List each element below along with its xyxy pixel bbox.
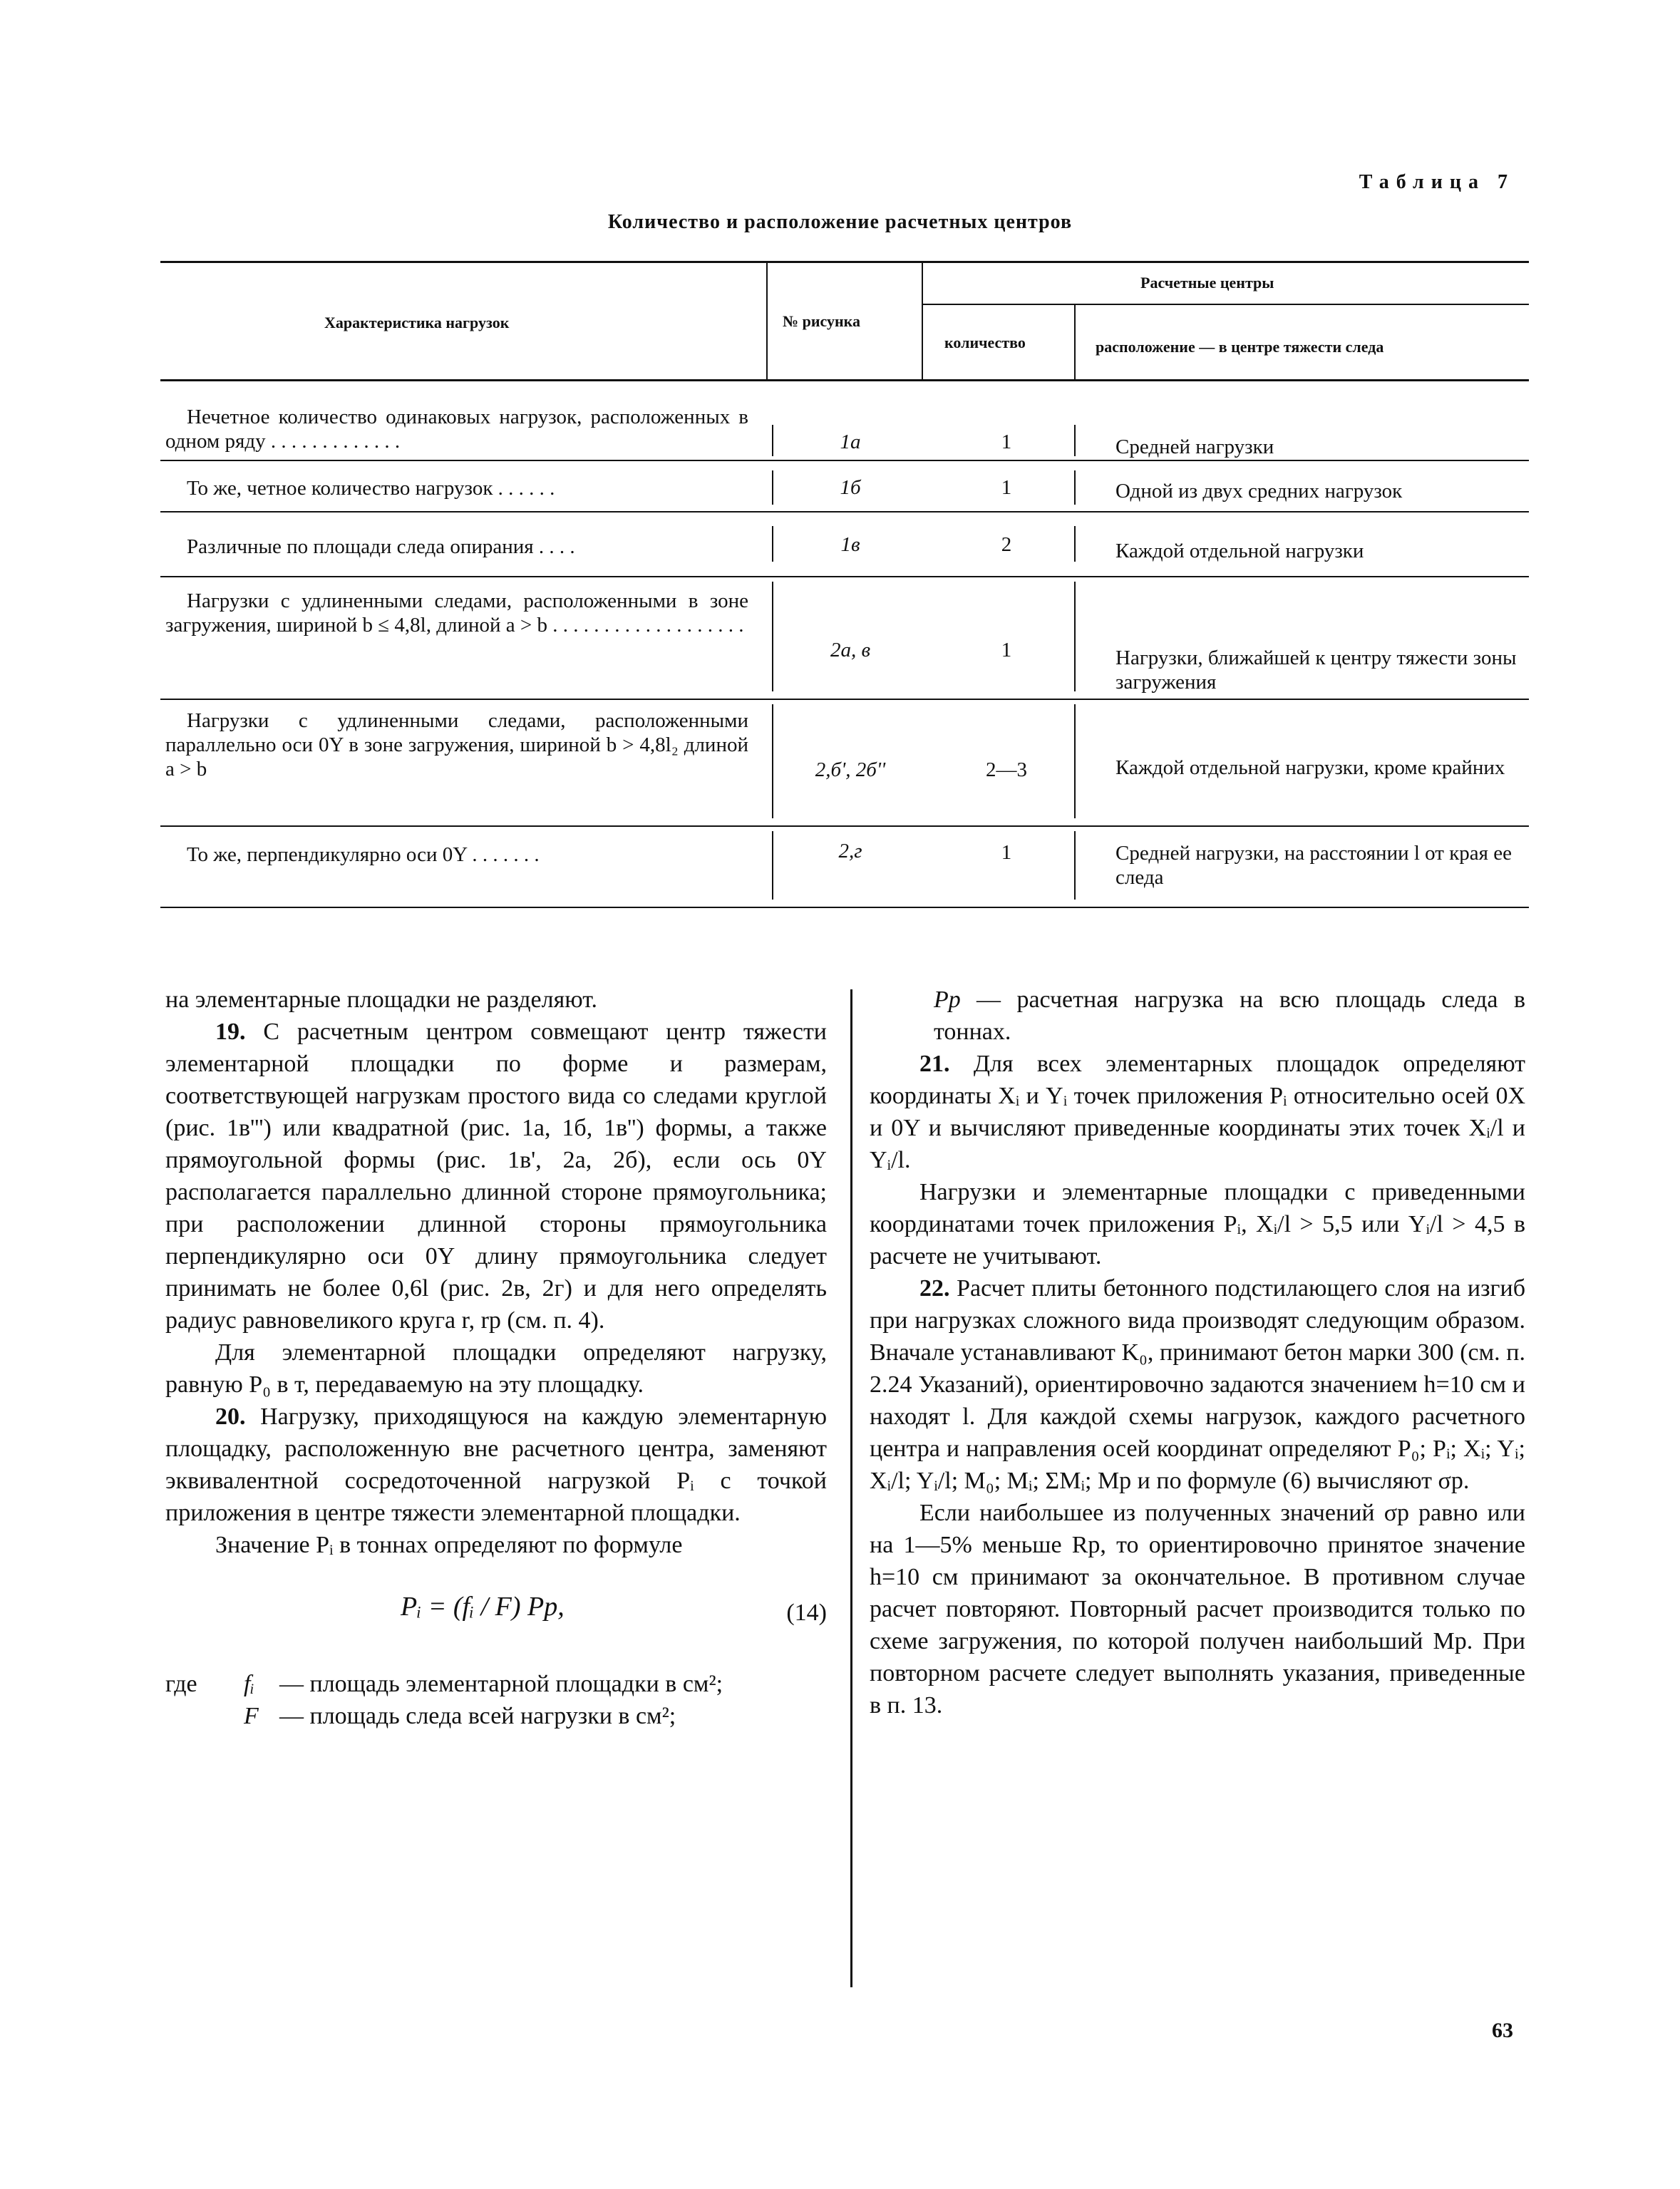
paragraph-19b: Для элементарной площадки определяют нагрузку, равную P₀ в т, передаваемую на эту площадку. [165,1339,827,1398]
table-row-3-fig: 1в [840,533,860,556]
row-4-vline-b [1074,582,1076,691]
table-row-2-desc: То же, четное количество нагрузок . . . . . . [187,477,555,500]
table-row-2-fig: 1б [840,476,861,499]
table-row-3-desc: Различные по площади следа опирания . . . . [187,535,575,558]
row-1-vline-b [1074,425,1076,456]
table-row-1-fig: 1а [840,431,861,453]
row-3-vline-b [1074,526,1076,562]
table-top-rule [160,261,1529,263]
item-21-number: 21. [919,1051,950,1077]
formula-14 [165,1561,827,1668]
table-sub-rule [923,304,1529,305]
header-fig: № рисунка [783,312,861,330]
definition-Pp [870,984,1525,1048]
item-21-text: Для всех элементарных площадок определяют координаты Xᵢ и Yᵢ точек приложения Pᵢ относительно осей 0X и 0Y и вычисляют приведенные координаты этих точек Xᵢ/l и Yᵢ/l. [870,1051,1525,1173]
row-5-vline-a [772,704,773,818]
table-vline-3 [1074,304,1076,379]
table-row-5-count: 2—3 [986,758,1027,781]
table-row-1-desc: Нечетное количество одинаковых нагрузок, расположенных в одном ряду . . . . . . . . . . . . . [165,406,748,453]
definition-F-text: — площадь следа всей нагрузки в см²; [279,1703,676,1729]
table-row-5-fig: 2,б', 2б'' [815,758,886,781]
item-19-number: 19. [215,1019,246,1045]
item-19-text: С расчетным центром совмещают центр тяжести элементарной площадки по форме и размерам, соответствующей нагрузкам простого вида со следами круглой (рис. 1в''') или квадратной (рис. 1а, 1б, 1в'') формы, а также прямоугольной формы (рис. 1в', 2а, 2б), если ось 0Y располагается параллельно длинной стороне прямоугольника; при расположении длинной стороны прямоугольника перпендикулярно оси 0Y длину прямоугольника следует принимать не более 0,6l (рис. 2в, 2г) и для него определять радиус равновеликого круга r, rр (см. п. 4). [165,1019,828,1334]
row-3-rule [160,576,1529,577]
paragraph-21 [870,1048,1525,1176]
definition-f-symbol: fᵢ [244,1671,254,1697]
table-row-4-location: Нагрузки, ближайшей к центру тяжести зоны загружения [1115,647,1517,694]
table-bottom-rule [160,907,1529,908]
table-row-6-fig: 2,г [838,840,862,862]
row-5-vline-b [1074,704,1076,818]
definition-f [165,1668,827,1700]
header-loads: Характеристика нагрузок [324,314,510,331]
paragraph-continuation: на элементарные площадки не разделяют. [165,987,598,1013]
table-row-6-desc: То же, перпендикулярно оси 0Y . . . . . . . [187,843,540,866]
table-row-1-location: Средней нагрузки [1115,436,1274,458]
table-row-4-fig: 2а, в [830,639,871,661]
paragraph-22b: Если наибольшее из полученных значений σр равно или на 1—5% меньше Rр, то ориентировочно принятое значение h=10 см принимают за окончательное. В противном случае расчет повторяют. Повторный расчет производится только по схеме загружения, по которой получен наибольший Mр. При повторном расчете следует выполнять указания, приведенные в п. 13. [870,1500,1525,1719]
table-row-4-count: 1 [1001,639,1012,661]
paragraph-21b: Нагрузки и элементарные площадки с приведенными координатами точек приложения Pᵢ, Xᵢ/l > 5,5 или Yᵢ/l > 4,5 в расчете не учитывают. [870,1179,1525,1269]
table-vline-2 [922,261,923,379]
table-label: Таблица 7 [1359,171,1515,193]
formula-body: Pᵢ = (fᵢ / F) Pр, [401,1592,565,1622]
left-column [165,984,827,1732]
header-count: количество [944,334,1026,351]
header-centers: Расчетные центры [1140,274,1274,292]
item-20-number: 20. [215,1403,246,1430]
table-title: Количество и расположение расчетных центров [607,211,1073,233]
item-22-text: Расчет плиты бетонного подстилающего слоя на изгиб при нагрузках сложного вида производят следующим образом. Вначале устанавливают K₀, принимают бетон марки 300 (см. п. 2.24 Указаний), ориентировочно задаются значением h=10 см и находят l. Для каждой схемы нагрузок, каждого расчетного центра и направления осей координат определяют P₀; Pᵢ; Xᵢ; Yᵢ; Xᵢ/l; Yᵢ/l; M₀; Mᵢ; ΣMᵢ; Mр и по формуле (6) вычисляют σр. [870,1275,1525,1494]
item-20-text: Нагрузку, приходящуюся на каждую элементарную площадку, расположенную вне расчетного центра, заменяют эквивалентной сосредоточенной нагрузкой Pᵢ с точкой приложения в центре тяжести элементарной площадки. [165,1403,827,1526]
row-2-rule [160,511,1529,513]
table-row-1-count: 1 [1001,431,1012,453]
column-divider [850,989,852,1987]
item-22-number: 22. [919,1275,950,1302]
where-label: где [165,1671,197,1697]
page-number: 63 [1492,2019,1513,2042]
paragraph-22 [870,1272,1525,1497]
row-3-vline-a [772,526,773,562]
header-location: расположение — в центре тяжести следа [1096,338,1384,356]
definition-F-symbol: F [244,1703,259,1729]
definition-Pp-text: — расчетная нагрузка на всю площадь следа в тоннах. [934,987,1525,1045]
row-2-vline-b [1074,470,1076,505]
table-row-4-desc: Нагрузки с удлиненными следами, расположенными в зоне загружения, шириной b ≤ 4,8l, длиной a > b . . . . . . . . . . . . . . . . . . . [165,589,748,637]
paragraph-20b: Значение Pᵢ в тоннах определяют по формуле [215,1532,683,1558]
table-row-5-desc: Нагрузки с удлиненными следами, расположенными параллельно оси 0Y в зоне загружения, шириной b > 4,8l₂ длиной a > b [165,709,748,781]
definitions [165,1668,827,1732]
row-4-rule [160,699,1529,700]
paragraph-20 [165,1401,827,1529]
table-vline-1 [766,261,768,379]
table-row-3-location: Каждой отдельной нагрузки [1115,540,1364,562]
row-2-vline-a [772,470,773,505]
table-header-rule [160,379,1529,381]
definition-f-text: — площадь элементарной площадки в см²; [279,1671,723,1697]
right-column [870,984,1525,1721]
formula-number: (14) [786,1600,827,1626]
row-4-vline-a [772,582,773,691]
definition-F [165,1700,827,1732]
row-6-vline-b [1074,831,1076,900]
table-row-2-location: Одной из двух средних нагрузок [1115,480,1403,503]
row-5-rule [160,825,1529,827]
definition-Pp-symbol: Pр [934,987,961,1013]
row-1-vline-a [772,425,773,456]
table-row-6-location: Средней нагрузки, на расстоянии l от края ее следа [1115,842,1512,889]
table-row-6-count: 1 [1001,841,1012,864]
row-6-vline-a [772,831,773,900]
row-1-rule [160,460,1529,461]
table-row-2-count: 1 [1001,476,1012,499]
table-row-5-location: Каждой отдельной нагрузки, кроме крайних [1115,756,1505,779]
table-row-3-count: 2 [1001,533,1012,556]
paragraph-19 [165,1016,827,1336]
